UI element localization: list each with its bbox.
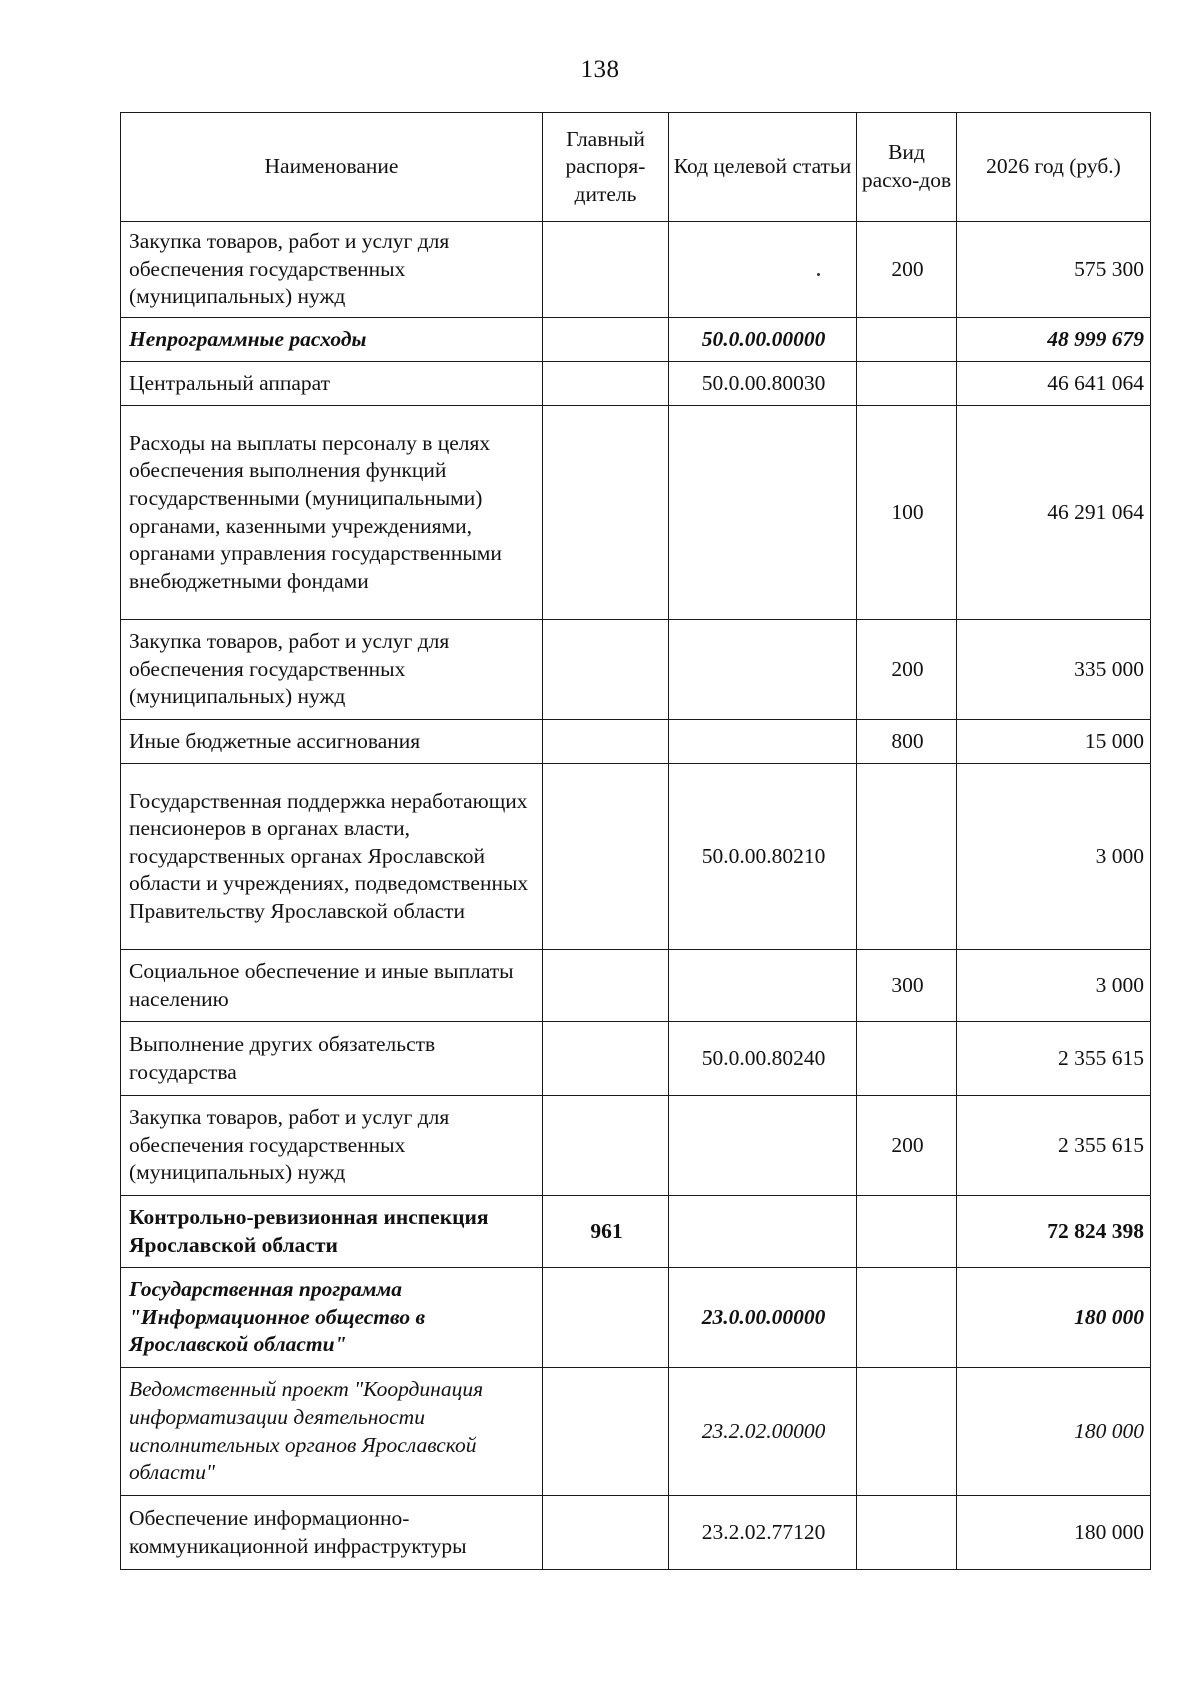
cell-sum: 3 000 — [957, 764, 1151, 950]
table-row — [121, 1096, 1151, 1196]
cell-kind — [857, 1368, 957, 1496]
cell-admin — [543, 720, 669, 764]
table-row — [121, 1368, 1151, 1496]
cell-admin — [543, 318, 669, 362]
cell-code — [669, 950, 857, 1022]
table-row — [121, 318, 1151, 362]
table-row — [121, 1496, 1151, 1570]
cell-name: Закупка товаров, работ и услуг для обеспечения государственных (муниципальных) нужд — [121, 222, 543, 318]
cell-name: Закупка товаров, работ и услуг для обеспечения государственных (муниципальных) нужд — [121, 1096, 543, 1196]
cell-admin — [543, 406, 669, 620]
cell-kind: 200 — [857, 222, 957, 318]
table-row — [121, 1022, 1151, 1096]
cell-kind: 800 — [857, 720, 957, 764]
cell-admin — [543, 620, 669, 720]
cell-kind — [857, 1496, 957, 1570]
cell-code — [669, 720, 857, 764]
table-header-row — [121, 113, 1151, 222]
cell-admin — [543, 1022, 669, 1096]
budget-table — [120, 112, 1151, 1570]
cell-code: 50.0.00.80240 — [669, 1022, 857, 1096]
cell-code: 50.0.00.00000 — [669, 318, 857, 362]
cell-admin — [543, 1096, 669, 1196]
cell-admin — [543, 362, 669, 406]
cell-code — [669, 1196, 857, 1268]
table-row — [121, 222, 1151, 318]
cell-code: 23.2.02.77120 — [669, 1496, 857, 1570]
cell-admin — [543, 764, 669, 950]
cell-sum: 46 291 064 — [957, 406, 1151, 620]
cell-admin — [543, 1496, 669, 1570]
cell-sum: 335 000 — [957, 620, 1151, 720]
table-row — [121, 764, 1151, 950]
cell-admin: 961 — [543, 1196, 669, 1268]
cell-kind: 200 — [857, 1096, 957, 1196]
cell-sum: 48 999 679 — [957, 318, 1151, 362]
cell-sum: 15 000 — [957, 720, 1151, 764]
cell-name: Закупка товаров, работ и услуг для обеспечения государственных (муниципальных) нужд — [121, 620, 543, 720]
header-kind: Вид расхо-дов — [857, 113, 957, 222]
cell-name: Центральный аппарат — [121, 362, 543, 406]
cell-name: Контрольно-ревизионная инспекция Ярославской области — [121, 1196, 543, 1268]
cell-sum: 3 000 — [957, 950, 1151, 1022]
cell-name: Государственная программа "Информационное общество в Ярославской области" — [121, 1268, 543, 1368]
header-name: Наименование — [121, 113, 543, 222]
cell-code: 23.0.00.00000 — [669, 1268, 857, 1368]
header-code: Код целевой статьи — [669, 113, 857, 222]
cell-sum: 46 641 064 — [957, 362, 1151, 406]
cell-admin — [543, 1268, 669, 1368]
cell-kind — [857, 1022, 957, 1096]
cell-admin — [543, 222, 669, 318]
cell-code — [669, 620, 857, 720]
cell-kind: 300 — [857, 950, 957, 1022]
table-row — [121, 1196, 1151, 1268]
cell-sum: 180 000 — [957, 1268, 1151, 1368]
cell-kind — [857, 1196, 957, 1268]
cell-kind — [857, 318, 957, 362]
scan-dot — [817, 273, 820, 276]
cell-name: Непрограммные расходы — [121, 318, 543, 362]
table-row — [121, 362, 1151, 406]
cell-code: 23.2.02.00000 — [669, 1368, 857, 1496]
cell-sum: 180 000 — [957, 1368, 1151, 1496]
cell-code: 50.0.00.80210 — [669, 764, 857, 950]
header-admin: Главный распоря-дитель — [543, 113, 669, 222]
cell-code — [669, 1096, 857, 1196]
cell-name: Обеспечение информационно-коммуникационной инфраструктуры — [121, 1496, 543, 1570]
cell-kind — [857, 362, 957, 406]
page-number: 138 — [580, 56, 620, 83]
cell-sum: 2 355 615 — [957, 1096, 1151, 1196]
header-sum: 2026 год (руб.) — [957, 113, 1151, 222]
cell-sum: 2 355 615 — [957, 1022, 1151, 1096]
table-row — [121, 720, 1151, 764]
cell-admin — [543, 950, 669, 1022]
table-row — [121, 620, 1151, 720]
cell-code: 50.0.00.80030 — [669, 362, 857, 406]
table-row — [121, 950, 1151, 1022]
cell-kind: 200 — [857, 620, 957, 720]
cell-name: Выполнение других обязательств государства — [121, 1022, 543, 1096]
cell-name: Расходы на выплаты персоналу в целях обеспечения выполнения функций государственными (муниципальными) органами, казенными учреждениями, органами управления государственными внебюджетными фондами — [121, 406, 543, 620]
cell-sum: 180 000 — [957, 1496, 1151, 1570]
cell-admin — [543, 1368, 669, 1496]
cell-kind — [857, 764, 957, 950]
cell-name: Государственная поддержка неработающих пенсионеров в органах власти, государственных органах Ярославской области и учреждениях, подведомственных Правительству Ярославской области — [121, 764, 543, 950]
cell-name: Социальное обеспечение и иные выплаты населению — [121, 950, 543, 1022]
cell-code — [669, 406, 857, 620]
table-row — [121, 1268, 1151, 1368]
cell-name: Ведомственный проект "Координация информатизации деятельности исполнительных органов Ярославской области" — [121, 1368, 543, 1496]
cell-sum: 72 824 398 — [957, 1196, 1151, 1268]
cell-code — [669, 222, 857, 318]
cell-kind — [857, 1268, 957, 1368]
cell-sum: 575 300 — [957, 222, 1151, 318]
table-row — [121, 406, 1151, 620]
cell-name: Иные бюджетные ассигнования — [121, 720, 543, 764]
cell-kind: 100 — [857, 406, 957, 620]
